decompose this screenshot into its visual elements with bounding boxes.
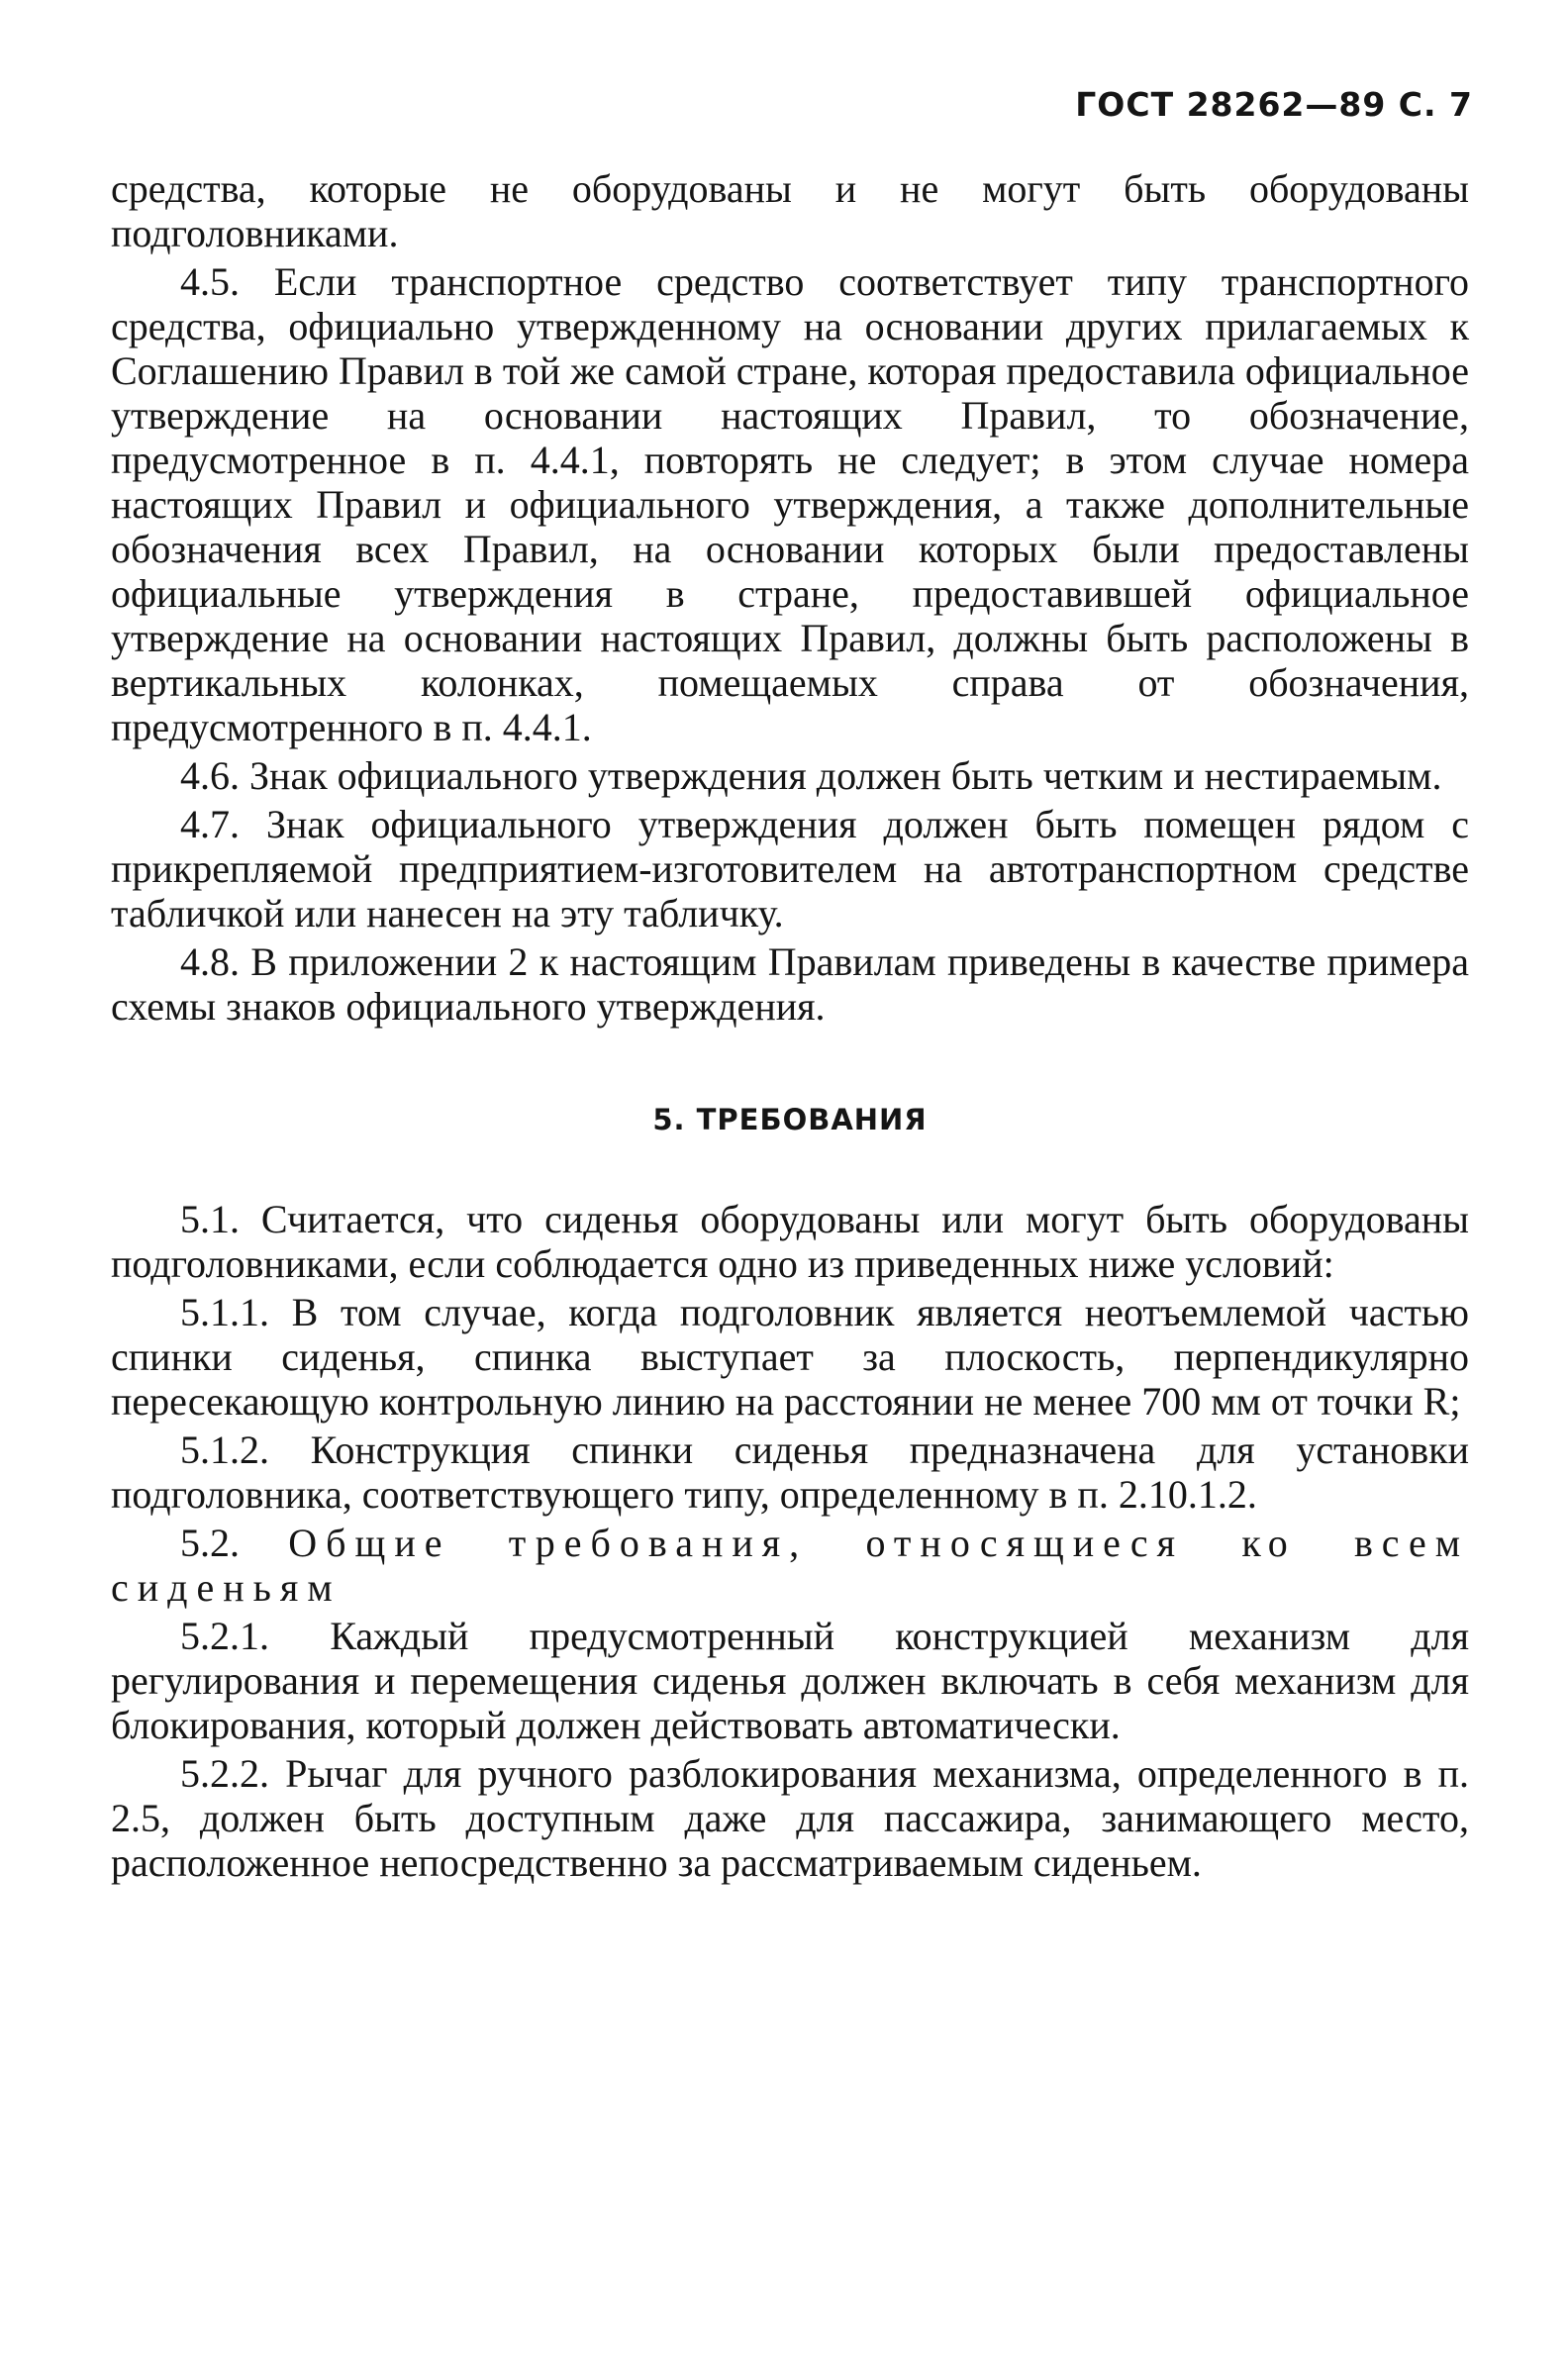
document-body xyxy=(111,166,1469,1889)
paragraph-4-5: 4.5. Если транспортное средство соответствует типу транспортного средства, официально утвержденному на основании других прилагаемых к Соглашению Правил в той же самой стране, которая предоставила официальное утверждение на основании настоящих Правил, то обозначение, предусмотренное в п. 4.4.1, повторять не следует; в этом случае номера настоящих Правил и официального утверждения, а также дополнительные обозначения всех Правил, на основании которых были предоставлены официальные утверждения в стране, предоставившей официальное утверждение на основании настоящих Правил, должны быть расположены в вертикальных колонках, помещаемых справа от обозначения, предусмотренного в п. 4.4.1. xyxy=(111,259,1469,749)
paragraph-5-1-2: 5.1.2. Конструкция спинки сиденья предназначена для установки подголовника, соответствующего типу, определенному в п. 2.10.1.2. xyxy=(111,1427,1469,1517)
paragraph-4-7: 4.7. Знак официального утверждения должен быть помещен рядом с прикрепляемой предприятием-изготовителем на автотранспортном средстве табличкой или нанесен на эту табличку. xyxy=(111,802,1469,935)
section-5-title: 5. ТРЕБОВАНИЯ xyxy=(652,1103,928,1136)
paragraph-4-8: 4.8. В приложении 2 к настоящим Правилам приведены в качестве примера схемы знаков официального утверждения. xyxy=(111,939,1469,1029)
paragraph-4-6: 4.6. Знак официального утверждения должен быть четким и нестираемым. xyxy=(180,753,1442,798)
paragraph-continuation: средства, которые не оборудованы и не могут быть оборудованы подголовниками. xyxy=(111,166,1469,255)
paragraph-5-1: 5.1. Считается, что сиденья оборудованы или могут быть оборудованы подголовниками, если соблюдается одно из приведенных ниже условий: xyxy=(111,1197,1469,1286)
paragraph-5-2-number: 5.2. xyxy=(180,1521,240,1565)
paragraph-5-2-2: 5.2.2. Рычаг для ручного разблокирования механизма, определенного в п. 2.5, должен быть доступным даже для пассажира, занимающего место, расположенное непосредственно за рассматриваемым сиденьем. xyxy=(111,1751,1469,1885)
paragraph-5-1-1: 5.1.1. В том случае, когда подголовник является неотъемлемой частью спинки сиденья, спинка выступает за плоскость, перпендикулярно пересекающую контрольную линию на расстоянии не менее 700 мм от точки R; xyxy=(111,1290,1469,1424)
paragraph-5-2-title: Общие требования, относящиеся ко всем сиденьям xyxy=(111,1521,1470,1610)
page-header: ГОСТ 28262—89 С. 7 xyxy=(1075,85,1473,124)
paragraph-5-2-1: 5.2.1. Каждый предусмотренный конструкцией механизм для регулирования и перемещения сиденья должен включать в себя механизм для блокирования, который должен действовать автоматически. xyxy=(111,1614,1469,1747)
paragraph-5-2 xyxy=(111,1521,1469,1610)
